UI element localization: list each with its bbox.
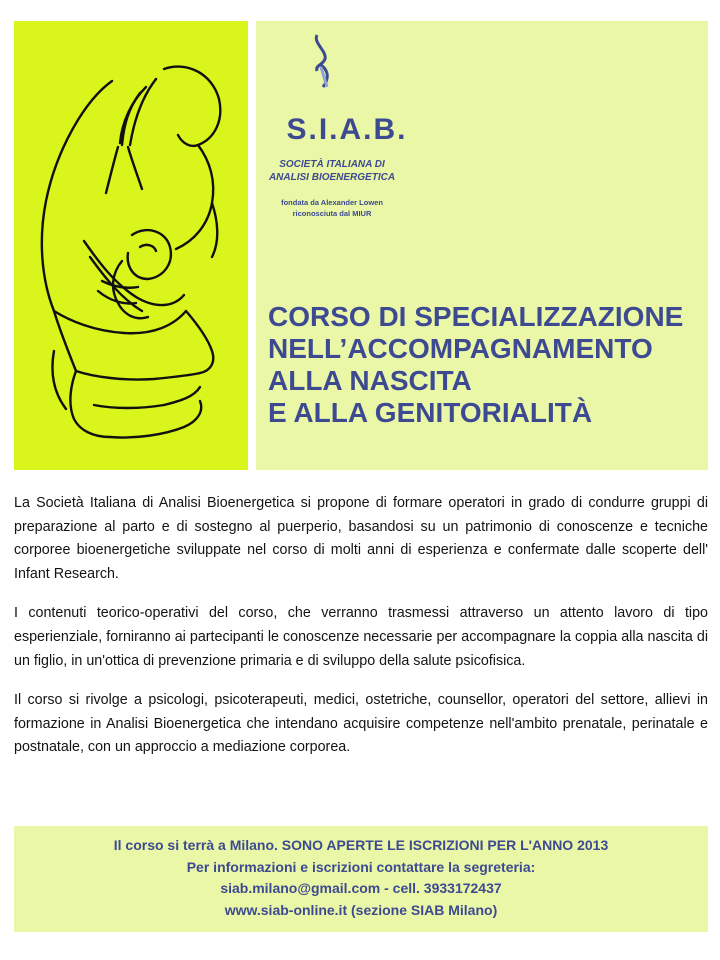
title-line: ALLA NASCITA — [268, 365, 472, 396]
logo-recognized-line: riconosciuta dal MIUR — [292, 209, 372, 218]
website-link[interactable]: www.siab-online.it (sezione SIAB Milano) — [224, 901, 498, 918]
illustration-panel — [14, 21, 248, 470]
description-paragraph: Il corso si rivolge a psicologi, psicoterapeuti, medici, ostetriche, counsellor, operatori del settore, allievi in formazione in Analisi Bioenergetica che intendano acquisire competenze nell'ambito prenatale, perinatale e postnatale, con un approccio a mediazione corporea. — [14, 692, 708, 756]
mother-and-baby-illustration — [14, 21, 248, 470]
logo-society-name — [262, 158, 402, 184]
title-line: NELL’ACCOMPAGNAMENTO — [268, 333, 653, 364]
description-paragraph: La Società Italiana di Analisi Bioenergetica si propone di formare operatori in grado di condurre gruppi di preparazione al parto e di sostegno al puerperio, basandosi su un patrimonio di conoscenze e tecniche corporee bioenergetiche sviluppate nel corso di molti anni di esperienza e confermate dalle scoperte dell' Infant Research. — [14, 495, 708, 582]
logo-subtitle — [262, 197, 402, 219]
contact-instruction: Per informazioni e iscrizioni contattare la segreteria: — [186, 858, 536, 875]
contact-footer — [14, 826, 708, 932]
logo-founded-line: fondata da Alexander Lowen — [281, 198, 383, 207]
logo-acronym: S.I.A.B. — [286, 113, 408, 146]
title-line: E ALLA GENITORIALITÀ — [268, 397, 593, 428]
course-description — [14, 492, 708, 776]
logo-name-line: SOCIETÀ ITALIANA DI — [279, 159, 385, 170]
enrollment-notice: Il corso si terrà a Milano. SONO APERTE LE ISCRIZIONI PER L'ANNO 2013 — [113, 837, 609, 853]
logo-name-line: ANALISI BIOENERGETICA — [268, 172, 396, 183]
siab-logo-icon — [311, 31, 335, 91]
course-title — [268, 301, 698, 429]
title-line: CORSO DI SPECIALIZZAZIONE — [268, 301, 684, 332]
header-panel — [256, 21, 708, 470]
description-paragraph: I contenuti teorico-operativi del corso, che verranno trasmessi attraverso un attento lavoro di tipo esperienziale, forniranno ai partecipanti le conoscenze necessarie per accompagnare la coppia alla nascita di un figlio, in un'ottica di prevenzione primaria e di sviluppo della salute psicofisica. — [14, 605, 708, 669]
contact-email-phone[interactable]: siab.milano@gmail.com - cell. 3933172437 — [220, 880, 502, 896]
